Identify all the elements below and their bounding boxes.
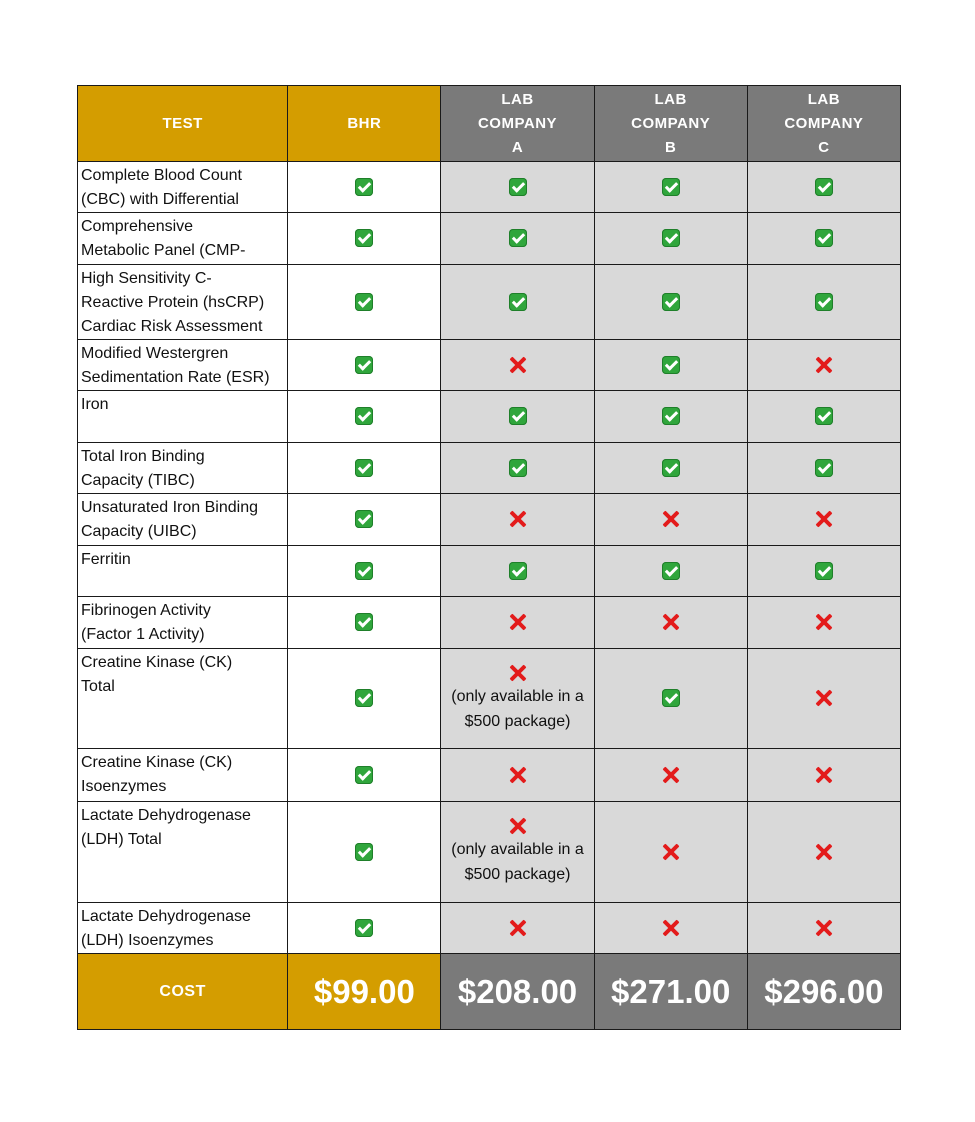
check-icon bbox=[509, 459, 527, 477]
test-name-line: Creatine Kinase (CK) bbox=[81, 654, 233, 671]
header-lab-b-line-1: LAB bbox=[654, 90, 687, 108]
lab-c-cell bbox=[747, 597, 900, 649]
check-icon bbox=[355, 613, 373, 631]
check-icon bbox=[355, 229, 373, 247]
lab-c-cell bbox=[747, 162, 900, 213]
test-name-line: Metabolic Panel (CMP- bbox=[81, 242, 246, 259]
check-icon bbox=[355, 356, 373, 374]
check-icon bbox=[355, 766, 373, 784]
test-name-cell bbox=[78, 340, 288, 391]
cross-icon bbox=[509, 613, 527, 631]
check-icon bbox=[662, 293, 680, 311]
availability-stack bbox=[441, 817, 593, 887]
table-row bbox=[78, 494, 901, 546]
header-bhr: BHR bbox=[288, 86, 441, 162]
cross-icon bbox=[509, 817, 527, 835]
lab-b-cell bbox=[594, 546, 747, 597]
lab-c-cell bbox=[747, 494, 900, 546]
bhr-cell bbox=[288, 597, 441, 649]
price-bhr: $99.00 bbox=[313, 972, 415, 1010]
check-icon bbox=[815, 459, 833, 477]
cross-icon bbox=[509, 664, 527, 682]
header-row bbox=[78, 86, 901, 162]
lab-a-cell bbox=[441, 597, 594, 649]
lab-a-cell bbox=[441, 213, 594, 265]
bhr-cell bbox=[288, 546, 441, 597]
check-icon bbox=[355, 293, 373, 311]
header-lab-a-line-2: COMPANY bbox=[477, 114, 558, 132]
lab-b-cell bbox=[594, 597, 747, 649]
bhr-cell bbox=[288, 162, 441, 213]
lab-b-cell bbox=[594, 162, 747, 213]
bhr-cell bbox=[288, 443, 441, 494]
cross-icon bbox=[815, 613, 833, 631]
test-name-cell bbox=[78, 649, 288, 749]
lab-b-cell bbox=[594, 749, 747, 802]
lab-a-cell bbox=[441, 162, 594, 213]
bhr-cell bbox=[288, 649, 441, 749]
test-name-line: Fibrinogen Activity bbox=[81, 602, 211, 619]
cost-label-text: COST bbox=[159, 982, 206, 1000]
cost-lab-b bbox=[594, 954, 747, 1030]
test-name-line: Capacity (TIBC) bbox=[81, 472, 195, 489]
test-name-line: (LDH) Isoenzymes bbox=[81, 932, 214, 949]
header-lab-c-line-3: C bbox=[818, 138, 830, 156]
test-name-line: Total bbox=[81, 678, 115, 695]
test-name-line: Capacity (UIBC) bbox=[81, 523, 197, 540]
lab-a-cell bbox=[441, 443, 594, 494]
lab-c-cell bbox=[747, 340, 900, 391]
check-icon bbox=[815, 562, 833, 580]
check-icon bbox=[355, 562, 373, 580]
check-icon bbox=[355, 178, 373, 196]
lab-b-cell bbox=[594, 391, 747, 443]
check-icon bbox=[815, 407, 833, 425]
test-name-cell bbox=[78, 162, 288, 213]
test-name-line: Isoenzymes bbox=[81, 778, 167, 795]
header-lab-b-line-3: B bbox=[665, 138, 677, 156]
lab-c-cell bbox=[747, 265, 900, 340]
cost-bhr bbox=[288, 954, 441, 1030]
cross-icon bbox=[509, 919, 527, 937]
check-icon bbox=[355, 843, 373, 861]
lab-c-cell bbox=[747, 903, 900, 954]
availability-stack bbox=[441, 664, 593, 734]
check-icon bbox=[355, 919, 373, 937]
check-icon bbox=[662, 689, 680, 707]
check-icon bbox=[662, 562, 680, 580]
test-name-line: Total Iron Binding bbox=[81, 448, 205, 465]
check-icon bbox=[355, 407, 373, 425]
test-name-cell bbox=[78, 597, 288, 649]
test-name-line: Reactive Protein (hsCRP) bbox=[81, 294, 265, 311]
table-row bbox=[78, 213, 901, 265]
lab-comparison-table bbox=[77, 85, 901, 1030]
test-name-line: High Sensitivity C- bbox=[81, 270, 212, 287]
cross-icon bbox=[662, 919, 680, 937]
price-lab-c: $296.00 bbox=[764, 972, 884, 1010]
test-name-cell bbox=[78, 391, 288, 443]
lab-a-cell bbox=[441, 265, 594, 340]
availability-note-line: $500 package) bbox=[464, 866, 571, 883]
test-name-line: (LDH) Total bbox=[81, 831, 162, 848]
test-name-cell bbox=[78, 213, 288, 265]
bhr-cell bbox=[288, 494, 441, 546]
table-row bbox=[78, 265, 901, 340]
bhr-cell bbox=[288, 213, 441, 265]
test-name-line: Lactate Dehydrogenase bbox=[81, 908, 251, 925]
table-row bbox=[78, 443, 901, 494]
test-name-line: (Factor 1 Activity) bbox=[81, 626, 205, 643]
lab-a-cell bbox=[441, 749, 594, 802]
header-lab-b bbox=[594, 86, 747, 162]
test-name-cell bbox=[78, 443, 288, 494]
header-lab-c-line-2: COMPANY bbox=[784, 114, 864, 132]
availability-note bbox=[451, 684, 584, 734]
table-row bbox=[78, 340, 901, 391]
cross-icon bbox=[662, 766, 680, 784]
table-body bbox=[78, 162, 901, 954]
test-name-line: Comprehensive bbox=[81, 218, 194, 235]
table-row bbox=[78, 802, 901, 903]
bhr-cell bbox=[288, 340, 441, 391]
cross-icon bbox=[662, 613, 680, 631]
table-row bbox=[78, 546, 901, 597]
cross-icon bbox=[815, 356, 833, 374]
lab-b-cell bbox=[594, 903, 747, 954]
check-icon bbox=[815, 293, 833, 311]
lab-c-cell bbox=[747, 546, 900, 597]
check-icon bbox=[355, 689, 373, 707]
lab-c-cell bbox=[747, 213, 900, 265]
cost-row bbox=[78, 954, 901, 1030]
table-row bbox=[78, 597, 901, 649]
cross-icon bbox=[662, 843, 680, 861]
availability-note bbox=[451, 837, 584, 887]
lab-a-cell bbox=[441, 903, 594, 954]
check-icon bbox=[355, 510, 373, 528]
table-row bbox=[78, 749, 901, 802]
test-name-line: Creatine Kinase (CK) bbox=[81, 754, 233, 771]
cross-icon bbox=[509, 766, 527, 784]
test-name-cell bbox=[78, 546, 288, 597]
test-name-line: Unsaturated Iron Binding bbox=[81, 499, 258, 516]
check-icon bbox=[662, 356, 680, 374]
table-row bbox=[78, 162, 901, 213]
test-name-cell bbox=[78, 749, 288, 802]
price-lab-b: $271.00 bbox=[611, 972, 731, 1010]
bhr-cell bbox=[288, 391, 441, 443]
header-lab-c bbox=[747, 86, 900, 162]
comparison-sheet bbox=[77, 85, 901, 1030]
lab-c-cell bbox=[747, 749, 900, 802]
header-lab-a-line-3: A bbox=[511, 138, 524, 156]
cross-icon bbox=[815, 843, 833, 861]
test-name-line: Lactate Dehydrogenase bbox=[81, 807, 251, 824]
test-name-line: Modified Westergren bbox=[81, 345, 229, 362]
table-row bbox=[78, 903, 901, 954]
price-lab-a: $208.00 bbox=[457, 972, 578, 1010]
header-lab-a-line-1: LAB bbox=[501, 90, 534, 108]
table-row bbox=[78, 649, 901, 749]
lab-b-cell bbox=[594, 340, 747, 391]
test-name-line: Sedimentation Rate (ESR) bbox=[81, 369, 270, 386]
bhr-cell bbox=[288, 749, 441, 802]
test-name-line: Cardiac Risk Assessment bbox=[81, 318, 263, 335]
test-name-cell bbox=[78, 265, 288, 340]
lab-a-cell bbox=[441, 649, 594, 749]
availability-note-line: (only available in a bbox=[451, 687, 584, 705]
check-icon bbox=[509, 407, 527, 425]
cost-lab-c bbox=[747, 954, 900, 1030]
bhr-cell bbox=[288, 802, 441, 903]
cross-icon bbox=[815, 919, 833, 937]
cross-icon bbox=[815, 766, 833, 784]
lab-b-cell bbox=[594, 649, 747, 749]
lab-a-cell bbox=[441, 340, 594, 391]
availability-note-line: (only available in a bbox=[451, 841, 584, 858]
test-name-line: (CBC) with Differential bbox=[81, 191, 239, 208]
check-icon bbox=[662, 407, 680, 425]
bhr-cell bbox=[288, 903, 441, 954]
lab-c-cell bbox=[747, 649, 900, 749]
test-name-line: Complete Blood Count bbox=[81, 167, 242, 184]
check-icon bbox=[815, 178, 833, 196]
lab-b-cell bbox=[594, 443, 747, 494]
cross-icon bbox=[509, 510, 527, 528]
availability-note-line: $500 package) bbox=[464, 712, 571, 730]
check-icon bbox=[509, 229, 527, 247]
test-name-cell bbox=[78, 802, 288, 903]
header-lab-a bbox=[441, 86, 594, 162]
lab-b-cell bbox=[594, 213, 747, 265]
lab-c-cell bbox=[747, 443, 900, 494]
test-name-line: Ferritin bbox=[81, 551, 131, 568]
check-icon bbox=[355, 459, 373, 477]
bhr-cell bbox=[288, 265, 441, 340]
table-row bbox=[78, 391, 901, 443]
cost-lab-a bbox=[441, 954, 594, 1030]
test-name-cell bbox=[78, 494, 288, 546]
lab-b-cell bbox=[594, 265, 747, 340]
header-lab-c-line-1: LAB bbox=[807, 90, 841, 108]
check-icon bbox=[509, 178, 527, 196]
test-name-cell bbox=[78, 903, 288, 954]
cost-label bbox=[78, 954, 288, 1030]
check-icon bbox=[815, 229, 833, 247]
lab-a-cell bbox=[441, 494, 594, 546]
lab-c-cell bbox=[747, 391, 900, 443]
check-icon bbox=[662, 178, 680, 196]
cross-icon bbox=[815, 689, 833, 707]
check-icon bbox=[662, 459, 680, 477]
test-name-line: Iron bbox=[81, 396, 109, 413]
check-icon bbox=[509, 562, 527, 580]
cross-icon bbox=[815, 510, 833, 528]
lab-a-cell bbox=[441, 391, 594, 443]
header-test: TEST bbox=[78, 86, 288, 162]
check-icon bbox=[509, 293, 527, 311]
lab-a-cell bbox=[441, 546, 594, 597]
lab-a-cell bbox=[441, 802, 594, 903]
cross-icon bbox=[509, 356, 527, 374]
cross-icon bbox=[662, 510, 680, 528]
lab-c-cell bbox=[747, 802, 900, 903]
lab-b-cell bbox=[594, 802, 747, 903]
check-icon bbox=[662, 229, 680, 247]
header-lab-b-line-2: COMPANY bbox=[631, 114, 711, 132]
lab-b-cell bbox=[594, 494, 747, 546]
